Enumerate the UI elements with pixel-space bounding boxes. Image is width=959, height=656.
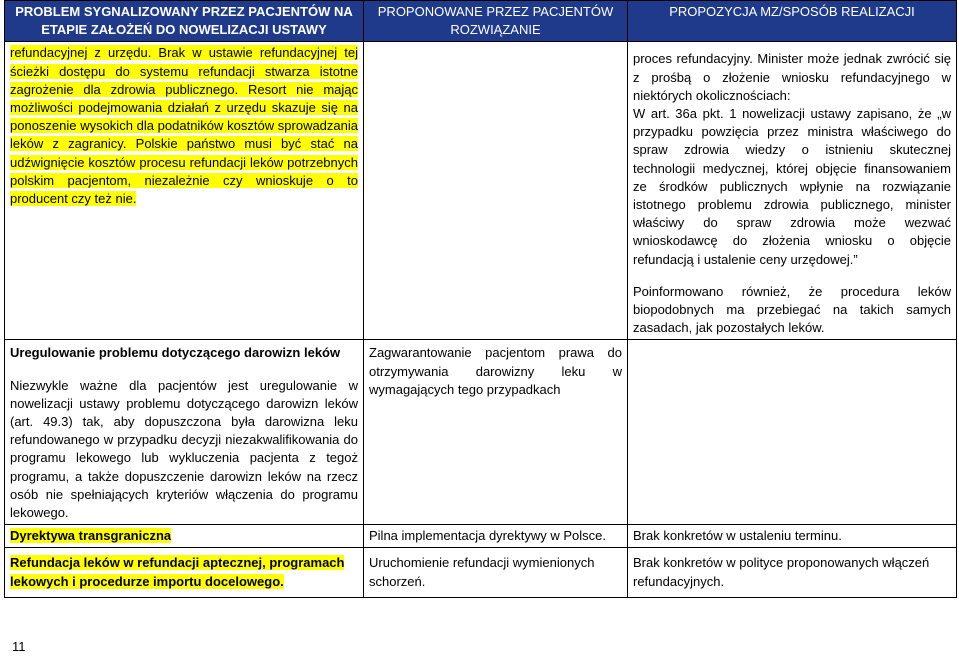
proposal-paragraph-3: Poinformowano również, że procedura leków biopodobnych ma przebiegać na takich samych zasadach, jak pozostałych leków. [633, 283, 951, 336]
header-problem: PROBLEM SYGNALIZOWANY PRZEZ PACJENTÓW NA ETAPIE ZAŁOŻEŃ DO NOWELIZACJI USTAWY [5, 1, 364, 42]
table-row [5, 42, 957, 340]
table-row [5, 525, 957, 548]
cell-problem [5, 548, 364, 597]
cell-problem [5, 42, 364, 340]
document-table [4, 0, 957, 598]
cell-proposal: Brak konkretów w ustaleniu terminu. [628, 525, 957, 548]
cell-problem [5, 525, 364, 548]
highlighted-title: Dyrektywa transgraniczna [10, 528, 172, 544]
proposal-paragraph-1: proces refundacyjny. Minister może jednak zwrócić się z prośbą o złożenie wniosku refundacyjnego w niektórych okolicznościach: [633, 51, 951, 103]
cell-proposal [628, 340, 957, 525]
cell-problem [5, 340, 364, 525]
cell-solution: Uruchomienie refundacji wymienionych schorzeń. [364, 548, 628, 597]
page-number: 11 [12, 639, 26, 654]
cell-proposal: Brak konkretów w polityce proponowanych włączeń refundacyjnych. [628, 548, 957, 597]
cell-proposal [628, 42, 957, 340]
cell-solution: Zagwarantowanie pacjentom prawa do otrzymywania darowizny leku w wymagających tego przypadkach [364, 340, 628, 525]
table-row [5, 340, 957, 525]
header-solution: PROPONOWANE PRZEZ PACJENTÓW ROZWIĄZANIE [364, 1, 628, 42]
highlighted-title: Refundacja leków w refundacji aptecznej, programach lekowych i procedurze importu docelowego. [10, 555, 345, 589]
highlighted-text: refundacyjnej z urzędu. Brak w ustawie refundacyjnej tej ścieżki dostępu do systemu refundacji stwarza istotne zagrożenie dla zdrowia publicznego. Resort nie mając możliwości podejmowania działań z urzędu skazuje się na ponoszenie wysokich dla podatników kosztów sprowadzania leków z zagranicy. Polskie państwo musi być stać na udźwignięcie kosztów procesu refundacji leków potrzebnych polskim pacjentom, niezależnie czy wnioskuje o to producent czy też nie. [10, 45, 358, 207]
header-proposal: PROPOZYCJA MZ/SPOSÓB REALIZACJI [628, 1, 957, 42]
cell-solution: Pilna implementacja dyrektywy w Polsce. [364, 525, 628, 548]
cell-solution [364, 42, 628, 340]
header-row [5, 1, 957, 42]
proposal-paragraph-2: W art. 36a pkt. 1 nowelizacji ustawy zapisano, że „w przypadku powzięcia przez ministra właściwego do spraw zdrowia wiedzy o istnieniu skutecznej technologii medycznej, której objęcie finansowaniem ze środków publicznych wpłynie na rozwiązanie istotnego problemu zdrowia publicznego, minister właściwy do spraw zdrowia może wezwać wnioskodawcę do złożenia wniosku o objęcie refundacją i ustalenie ceny urzędowej.” [633, 106, 951, 267]
row-title: Uregulowanie problemu dotyczącego darowizn leków [10, 345, 341, 361]
table-row [5, 548, 957, 597]
row-text: Niezwykle ważne dla pacjentów jest uregulowanie w nowelizacji ustawy problemu dotyczącego darowizn leków (art. 49.3) tak, aby dopuszczona była darowizna leku refundowanego w przypadku decyzji niezakwalifikowania do programu lekowego lub wykluczenia pacjenta z tegoż programu, a także dopuszczenie darowizn leków na rzecz osób nie spełniających kryteriów włączenia do programu lekowego. [10, 377, 358, 521]
